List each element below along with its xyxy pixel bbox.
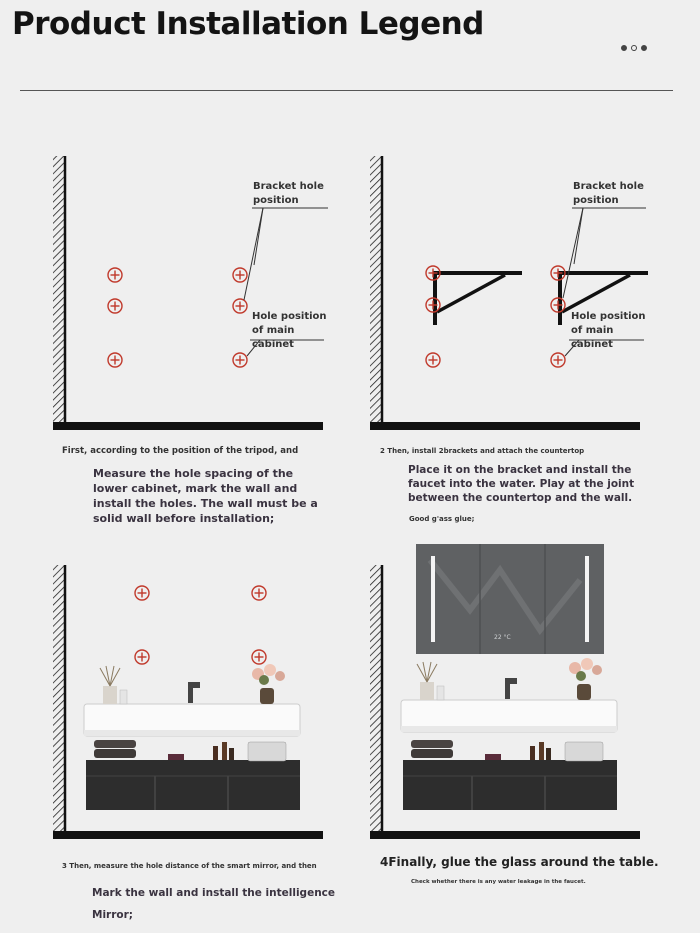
step-2-caption: 2 Then, install 2brackets and attach the countertop: [380, 447, 585, 455]
mirror-display: 22 °C: [494, 634, 511, 641]
hole-position-label: Hole position of main cabinet: [252, 311, 327, 350]
vanity-cabinet: [403, 740, 617, 810]
step-2-note: Good g'ass glue;: [409, 515, 475, 523]
bracket-hole-label: Bracket hole position: [253, 181, 324, 206]
flower-vase: [569, 658, 602, 700]
step-3-body: Mark the wall and install the intelligence Mirror;: [92, 887, 336, 921]
wall-hatch: [370, 565, 382, 837]
hole-position-label: Hole position of main cabinet: [571, 311, 646, 350]
floor-line: [370, 831, 640, 839]
step-1-body: Measure the hole spacing of the lower cabinet, mark the wall and install the holes. The wall must be a solid wall before installation;: [93, 467, 318, 525]
bracket-hole-label: Bracket hole position: [573, 181, 644, 206]
step-2-body: Place it on the bracket and install the faucet into the water. Play at the joint between the countertop and the wall.: [408, 464, 635, 504]
step-3-caption: 3 Then, measure the hole distance of the smart mirror, and then: [62, 862, 317, 870]
step-4-heading: 4Finally, glue the glass around the table.: [380, 855, 659, 869]
step-1-caption: First, according to the position of the tripod, and: [62, 446, 299, 456]
step-4-note: Check whether there is any water leakage in the faucet.: [411, 879, 586, 885]
reed-diffuser: [417, 662, 444, 700]
page-title: Product Installation Legend: [12, 6, 484, 42]
